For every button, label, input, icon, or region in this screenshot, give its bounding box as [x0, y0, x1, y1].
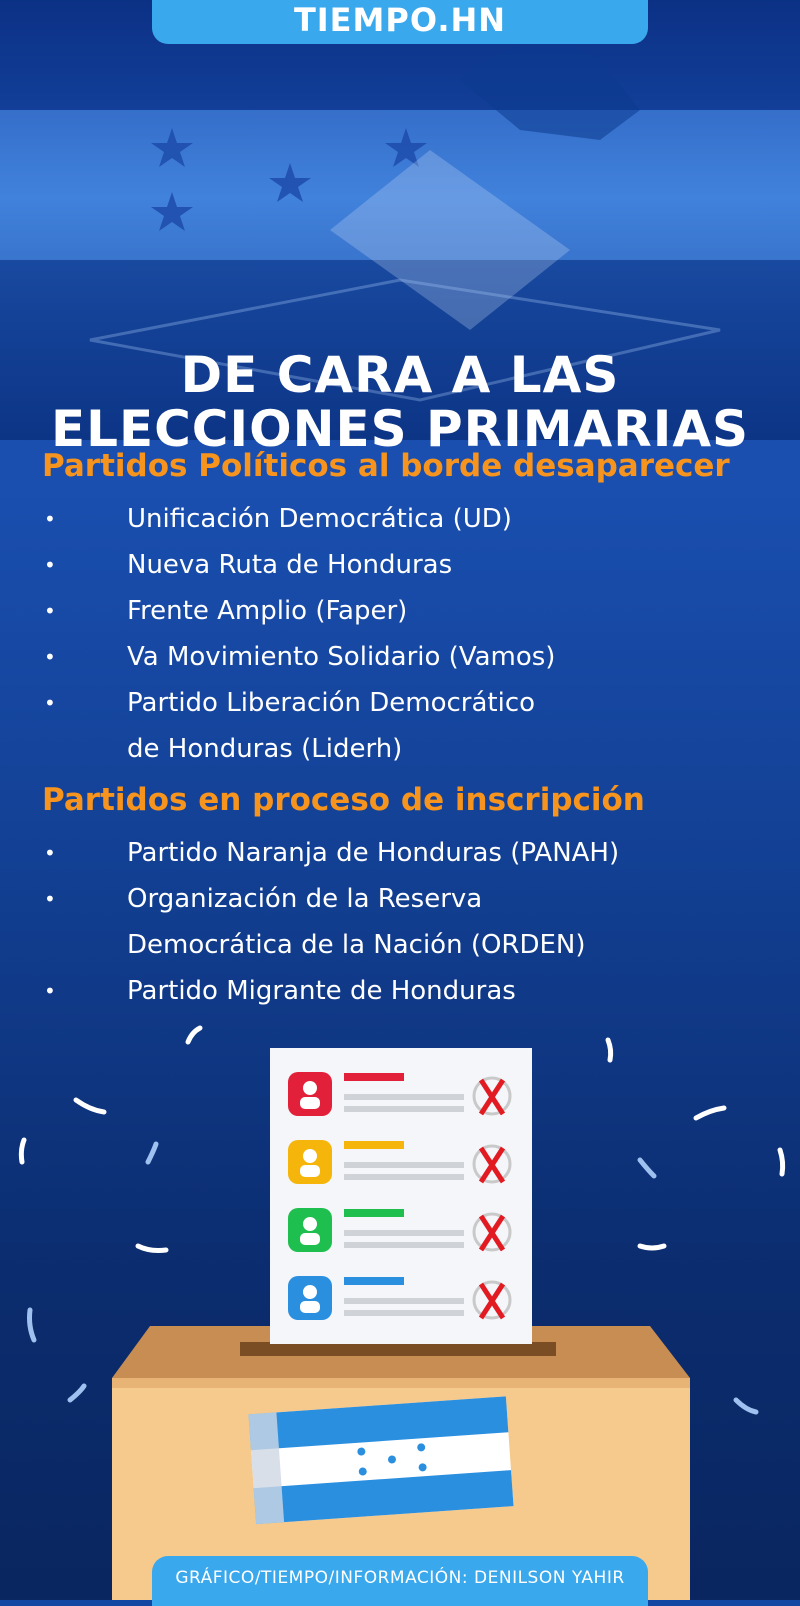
honduras-flag-icon [248, 1396, 513, 1524]
page-title-line-2: ELECCIONES PRIMARIAS [50, 400, 750, 458]
list-item-text-continued: Democrática de la Nación (ORDEN) [127, 930, 586, 960]
bullet: • [44, 691, 56, 715]
section-heading-disappearing-parties: Partidos Políticos al borde desaparecer [42, 448, 730, 484]
section-heading-registering-parties: Partidos en proceso de inscripción [42, 782, 645, 818]
page-title-line-1: DE CARA A LAS [180, 346, 620, 404]
list-item-text: Partido Naranja de Honduras (PANAH) [127, 838, 620, 868]
list-item-text-continued: de Honduras (Liderh) [127, 734, 403, 764]
list-item-text: Partido Migrante de Honduras [127, 976, 516, 1006]
credit-footer: GRÁFICO/TIEMPO/INFORMACIÓN: DENILSON YAHIR [152, 1556, 648, 1606]
list-item-text: Frente Amplio (Faper) [127, 596, 408, 626]
list-item-text: Va Movimiento Solidario (Vamos) [127, 642, 556, 672]
bullet: • [44, 507, 56, 531]
list-item-text: Unificación Democrática (UD) [127, 504, 512, 534]
bullet: • [44, 841, 56, 865]
bullet: • [44, 599, 56, 623]
bullet: • [44, 645, 56, 669]
brand-banner: TIEMPO.HN [152, 0, 648, 44]
bullet: • [44, 887, 56, 911]
list-item-text: Nueva Ruta de Honduras [127, 550, 453, 580]
list-item-text: Organización de la Reserva [127, 884, 483, 914]
bullet: • [44, 979, 56, 1003]
list-item-text: Partido Liberación Democrático [127, 688, 536, 718]
bullet: • [44, 553, 56, 577]
ballot-paper [270, 1048, 532, 1368]
